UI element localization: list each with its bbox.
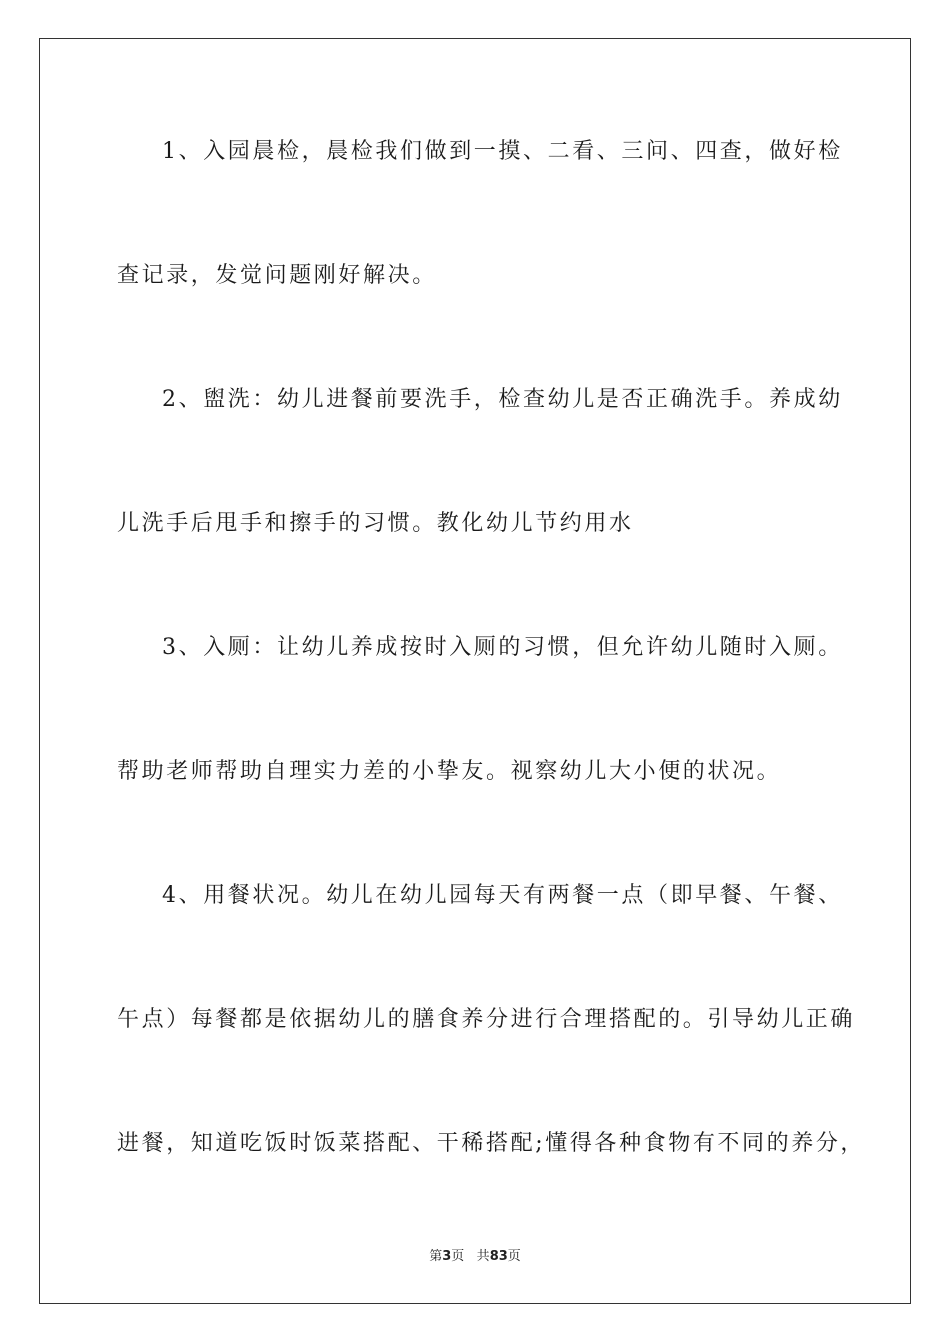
- paragraph-2-line-1: 2、盥洗：幼儿进餐前要洗手，检查幼儿是否正确洗手。养成幼: [162, 387, 843, 412]
- paragraph-1-line-1: 1、入园晨检，晨检我们做到一摸、二看、三问、四查，做好检: [162, 139, 843, 164]
- footer-page-suffix: 页: [451, 1249, 465, 1264]
- paragraph-1-line-2: 查记录，发觉问题刚好解决。: [117, 263, 437, 288]
- footer-total-prefix: 共: [476, 1249, 490, 1264]
- page-border: [39, 38, 911, 1304]
- footer-total-pages: 83: [489, 1249, 508, 1264]
- paragraph-4-line-3: 进餐，知道吃饭时饭菜搭配、干稀搭配;懂得各种食物有不同的养分，: [117, 1131, 866, 1156]
- footer-page-prefix: 第: [429, 1249, 443, 1264]
- paragraph-4-line-1: 4、用餐状况。幼儿在幼儿园每天有两餐一点（即早餐、午餐、: [162, 883, 843, 908]
- paragraph-4-line-2: 午点）每餐都是依据幼儿的膳食养分进行合理搭配的。引导幼儿正确: [117, 1007, 856, 1032]
- paragraph-3-line-1: 3、入厕：让幼儿养成按时入厕的习惯，但允许幼儿随时入厕。: [162, 635, 843, 660]
- page-footer: [0, 1248, 950, 1266]
- paragraph-3-line-2: 帮助老师帮助自理实力差的小挚友。视察幼儿大小便的状况。: [117, 759, 782, 784]
- footer-page-number: 3: [442, 1249, 452, 1264]
- footer-total-suffix: 页: [507, 1249, 521, 1264]
- paragraph-2-line-2: 儿洗手后甩手和擦手的习惯。教化幼儿节约用水: [117, 511, 634, 536]
